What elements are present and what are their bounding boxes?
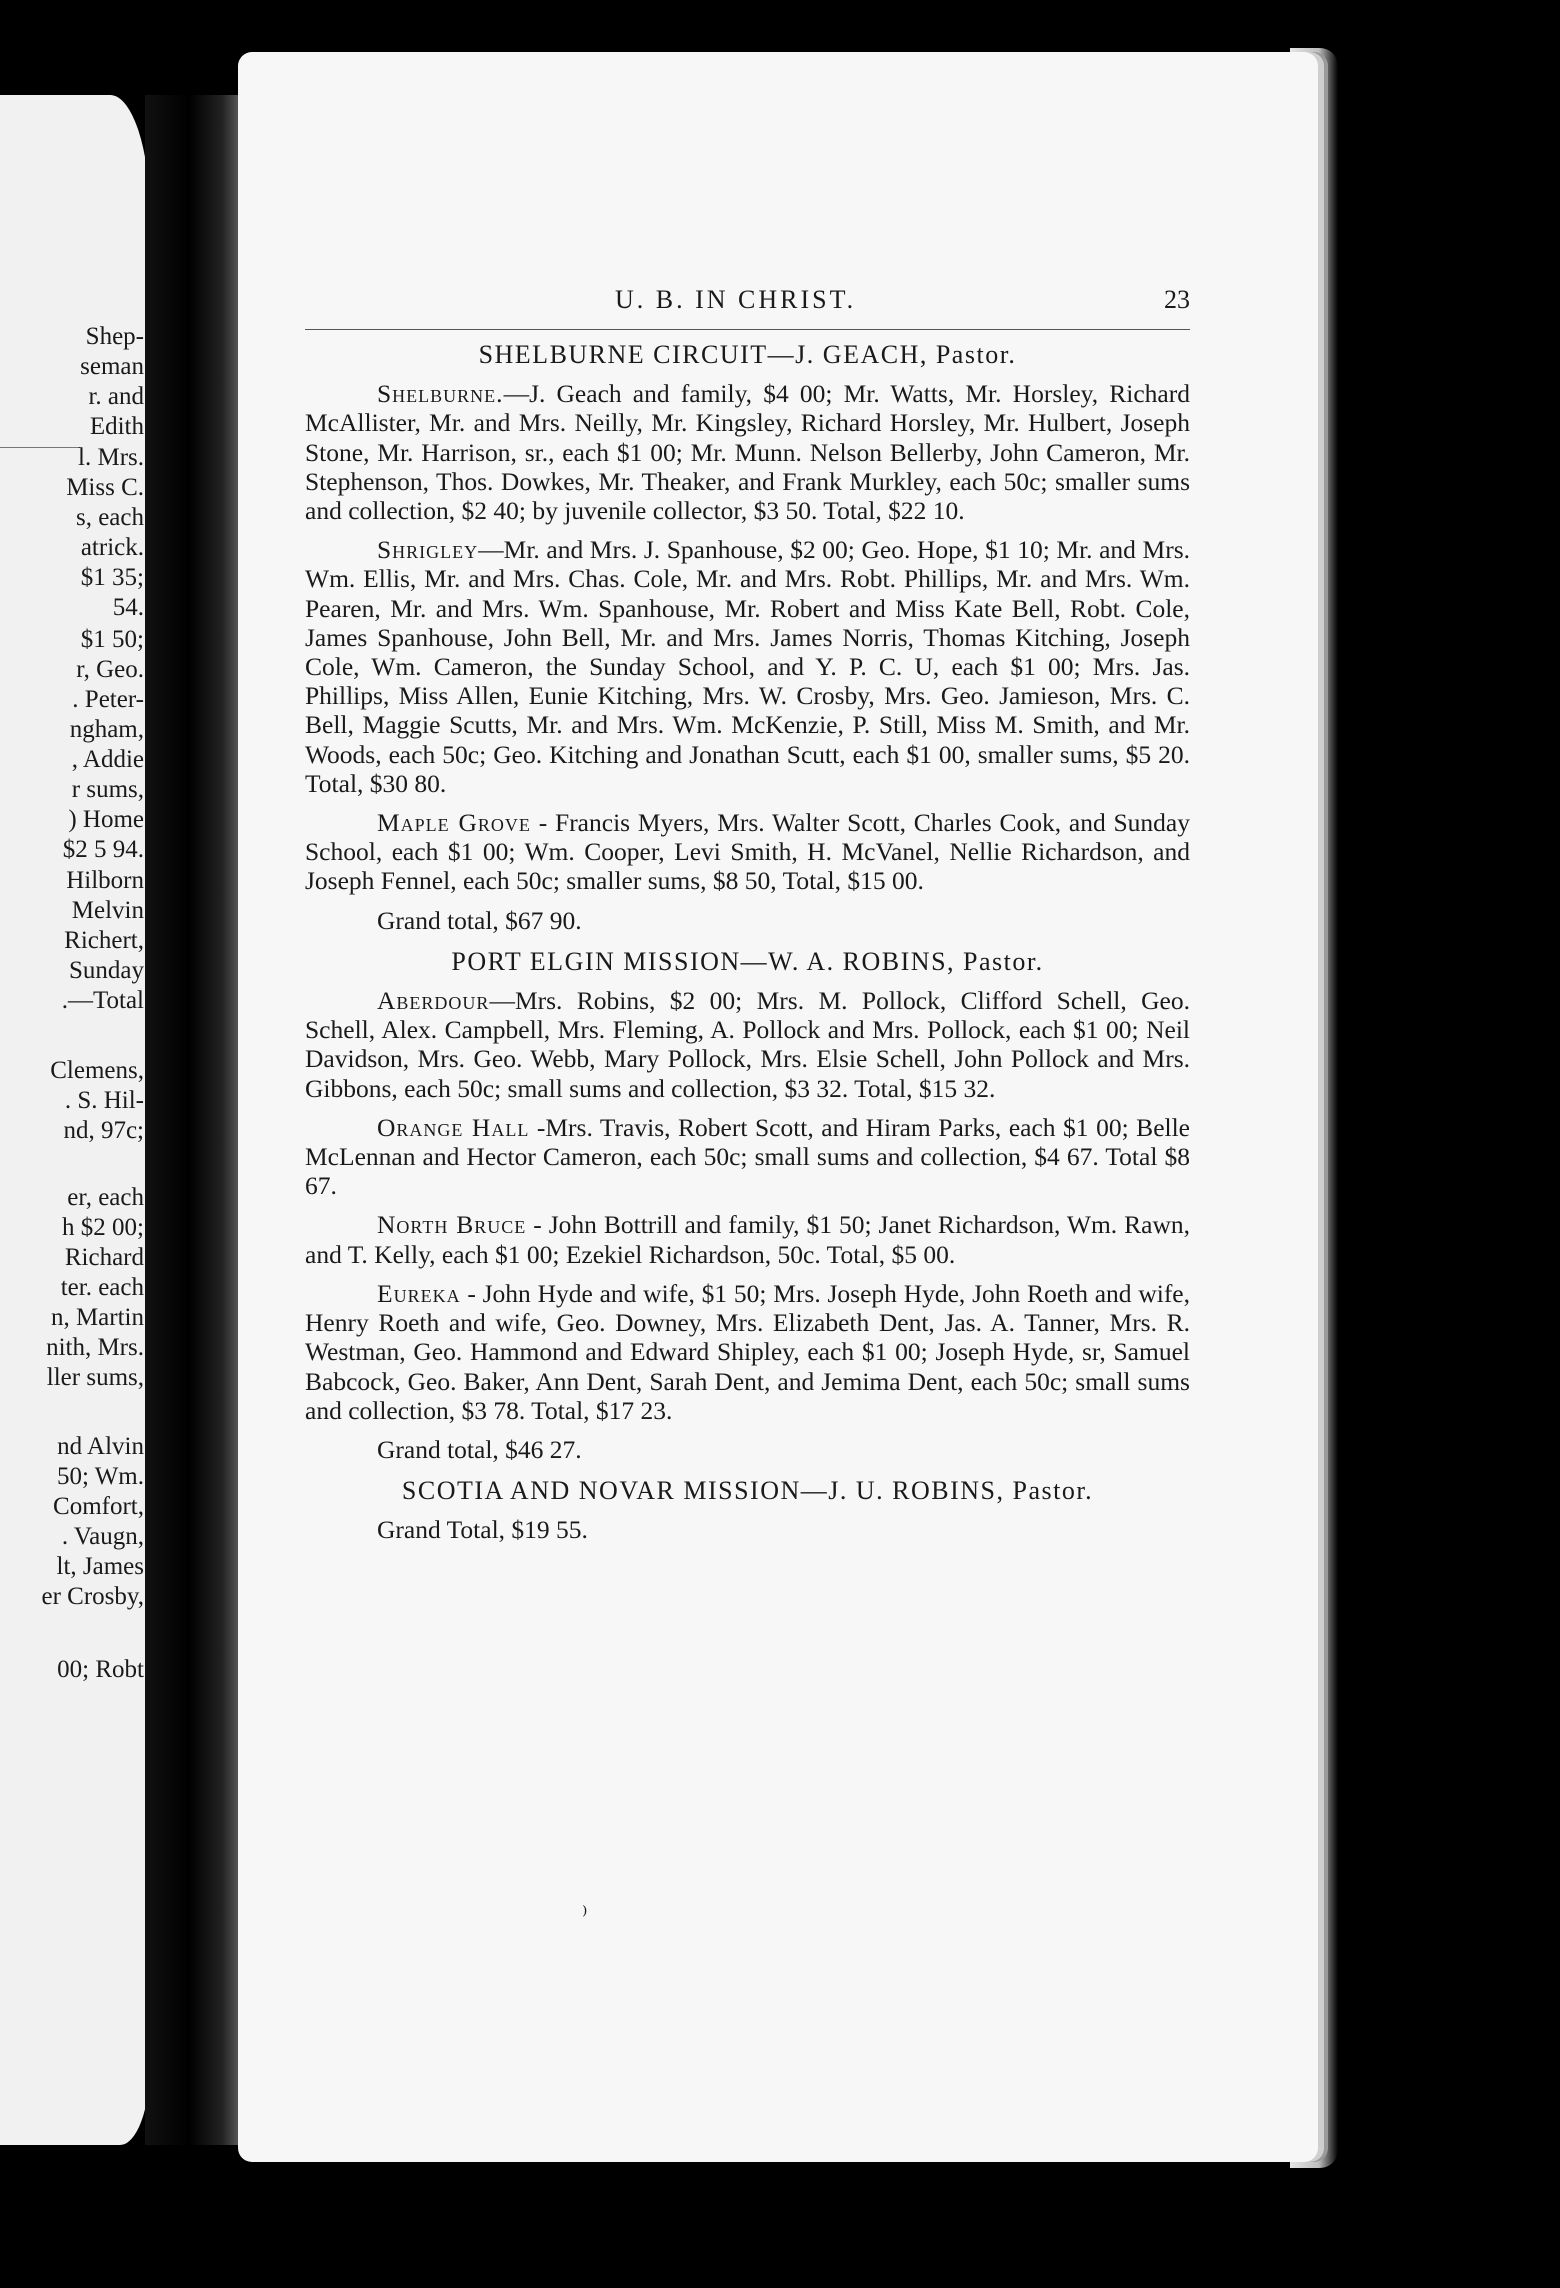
page-number: 23 bbox=[1164, 285, 1190, 314]
left-page-line: seman bbox=[80, 353, 144, 380]
left-page-line: ller sums, bbox=[46, 1364, 144, 1391]
left-page-line: Richert, bbox=[64, 927, 144, 954]
left-page-line: r. and bbox=[88, 383, 144, 410]
entry-text: —Mrs. Robins, $2 00; Mrs. M. Pollock, Clifford Schell, Geo. Schell, Alex. Campbell, Mrs. Fleming, A. Pollock and Mrs. Pollock, each $1 00; Neil Davidson, Mrs. Geo. Webb, Mary Pollock, Mrs. Elsie Schell, John Pollock and Mrs. Gibbons, each 50c; small sums and collection, $3 32. Total, $15 32. bbox=[305, 986, 1190, 1103]
left-page-line: Sunday bbox=[69, 957, 144, 984]
entry-text: —J. Geach and family, $4 00; Mr. Watts, Mr. Horsley, Richard McAllister, Mr. and Mrs. Neilly, Mr. Kingsley, Richard Horsley, Mr. Hulbert, Joseph Stone, Mr. Harrison, sr., each $1 00; Mr. Munn. Nelson Bellerby, John Cameron, Mr. Stephenson, Thos. Dowkes, Mr. Theaker, and Frank Murkley, each 50c; smaller sums and collection, $2 40; by juvenile collector, $3 50. Total, $22 10. bbox=[305, 379, 1190, 526]
left-page-line: l. Mrs. bbox=[78, 444, 144, 471]
left-page-line: nith, Mrs. bbox=[46, 1334, 144, 1361]
left-page-line: Clemens, bbox=[50, 1057, 144, 1084]
page-content bbox=[305, 285, 1190, 1557]
entry-shrigley bbox=[305, 535, 1190, 798]
entry-text: —Mr. and Mrs. J. Spanhouse, $2 00; Geo. Hope, $1 10; Mr. and Mrs. Wm. Ellis, Mr. and Mrs. Chas. Cole, Mr. and Mrs. Robt. Phillips, Mr. and Mrs. Wm. Pearen, Mr. and Mrs. Wm. Spanhouse, Mr. Robert and Miss Kate Bell, Robt. Cole, James Spanhouse, John Bell, Mr. and Mrs. James Norris, Thomas Kitching, Joseph Cole, Wm. Cameron, the Sunday School, and Y. P. C. U, each $1 00; Mrs. Jas. Phillips, Miss Allen, Eunie Kitching, Mrs. W. Crosby, Mrs. Geo. Jamieson, Mrs. C. Bell, Maggie Scutts, Mr. and Mrs. Wm. McKenzie, P. Still, Miss M. Smith, and Mr. Woods, each 50c; Geo. Kitching and Jonathan Scutt, each $1 00, smaller sums, $5 20. Total, $30 80. bbox=[305, 535, 1190, 798]
left-page-line: Miss C. bbox=[66, 474, 144, 501]
left-page-line: n, Martin bbox=[50, 1304, 144, 1331]
left-page-line: . Vaugn, bbox=[61, 1523, 144, 1550]
left-page-line: Richard bbox=[64, 1244, 144, 1271]
left-page-line: er Crosby, bbox=[41, 1583, 144, 1610]
left-page-line: ) Home bbox=[68, 806, 144, 833]
place-name: Eureka bbox=[377, 1278, 461, 1308]
left-page-line: .—Total bbox=[61, 987, 144, 1014]
left-page-line: Hilborn bbox=[66, 867, 144, 894]
section-heading: PORT ELGIN MISSION—W. A. ROBINS, Pastor. bbox=[451, 946, 1044, 976]
left-page bbox=[0, 95, 150, 2145]
left-page-rule bbox=[0, 447, 80, 448]
left-page-line: ter. each bbox=[60, 1274, 144, 1301]
entry-orange-hall bbox=[305, 1113, 1190, 1201]
header-rule bbox=[305, 329, 1190, 330]
left-page-line: r sums, bbox=[71, 776, 144, 803]
left-page-line: er, each bbox=[67, 1184, 144, 1211]
left-page-line: $2 5 94. bbox=[62, 836, 144, 863]
running-head-title: U. B. IN CHRIST. bbox=[615, 285, 857, 314]
ink-blot: ⁾ bbox=[582, 1902, 588, 1927]
entry-eureka bbox=[305, 1279, 1190, 1425]
left-page-line: r, Geo. bbox=[76, 656, 144, 683]
section-heading: SCOTIA AND NOVAR MISSION—J. U. ROBINS, Pastor. bbox=[401, 1476, 1094, 1506]
left-page-line: . Peter- bbox=[72, 686, 144, 713]
place-name: Shelburne. bbox=[377, 379, 504, 409]
left-page-line: h $2 00; bbox=[62, 1214, 144, 1241]
left-page-line: Shep- bbox=[85, 323, 144, 350]
entry-maple-grove bbox=[305, 808, 1190, 896]
left-page-line: 00; Robt bbox=[57, 1656, 144, 1683]
grand-total: Grand total, $67 90. bbox=[377, 905, 582, 935]
left-page-line: . S. Hil- bbox=[64, 1087, 144, 1114]
grand-total: Grand Total, $19 55. bbox=[377, 1515, 588, 1545]
place-name: Maple Grove bbox=[377, 808, 531, 838]
entry-text: -Mrs. Travis, Robert Scott, and Hiram Parks, each $1 00; Belle McLennan and Hector Cameron, each 50c; small sums and collection, $4 67. Total $8 67. bbox=[305, 1112, 1190, 1201]
entry-text: - John Bottrill and family, $1 50; Janet Richardson, Wm. Rawn, and T. Kelly, each $1 00; Ezekiel Richardson, 50c. Total, $5 00. bbox=[305, 1210, 1190, 1269]
left-page-line: s, each bbox=[75, 504, 144, 531]
place-name: Aberdour bbox=[377, 986, 490, 1016]
place-name: Orange Hall bbox=[377, 1112, 530, 1142]
entry-shelburne bbox=[305, 379, 1190, 525]
left-page-line: nd Alvin bbox=[57, 1433, 144, 1460]
section-heading: SHELBURNE CIRCUIT—J. GEACH, Pastor. bbox=[478, 340, 1017, 369]
left-page-line: atrick. bbox=[80, 534, 144, 561]
left-page-line: 50; Wm. bbox=[56, 1463, 144, 1490]
left-page-line: Melvin bbox=[71, 897, 144, 924]
left-page-line: 54. bbox=[112, 594, 144, 621]
running-head bbox=[305, 285, 1190, 319]
left-page-line: ngham, bbox=[69, 716, 144, 743]
left-page-line: Edith bbox=[89, 413, 144, 440]
entry-text: - John Hyde and wife, $1 50; Mrs. Joseph Hyde, John Roeth and wife, Henry Roeth and wife, Geo. Downey, Mrs. Elizabeth Dent, Jas. A. Tanner, Mrs. R. Westman, Geo. Hammond and Edward Shipley, each $1 00; Joseph Hyde, sr, Samuel Babcock, Geo. Baker, Ann Dent, Sarah Dent, and Jemima Dent, each 50c; small sums and collection, $3 78. Total, $17 23. bbox=[305, 1278, 1190, 1425]
grand-total: Grand total, $46 27. bbox=[377, 1434, 582, 1464]
left-page-line: lt, James bbox=[56, 1553, 144, 1580]
left-page-line: $1 35; bbox=[80, 564, 144, 591]
left-page-line: , Addie bbox=[71, 746, 144, 773]
left-page-line: $1 50; bbox=[80, 626, 144, 653]
entry-north-bruce bbox=[305, 1210, 1190, 1268]
entry-text: - Francis Myers, Mrs. Walter Scott, Charles Cook, and Sunday School, each $1 00; Wm. Cooper, Levi Smith, H. McVanel, Nellie Richardson, and Joseph Fennel, each 50c; smaller sums, $8 50, Total, $15 00. bbox=[305, 808, 1191, 896]
left-page-line: nd, 97c; bbox=[63, 1117, 144, 1144]
place-name: Shrigley bbox=[377, 535, 479, 565]
entry-aberdour bbox=[305, 986, 1190, 1103]
left-page-line: Comfort, bbox=[53, 1493, 144, 1520]
place-name: North Bruce bbox=[377, 1210, 527, 1240]
